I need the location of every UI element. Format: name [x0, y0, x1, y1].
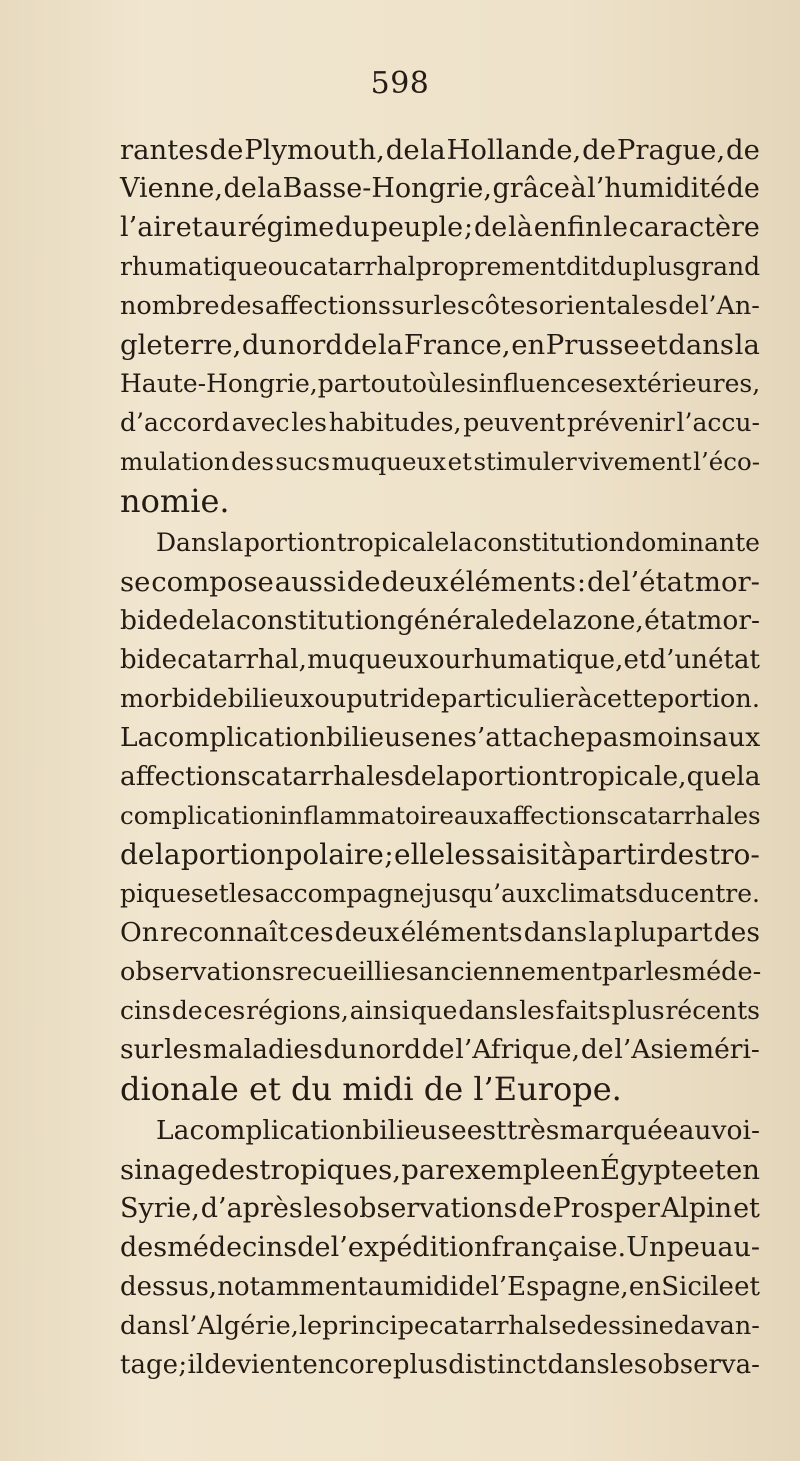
- text-line: Syrie, d’après les observations de Prosper Alpin et: [120, 1193, 760, 1224]
- text-line: gleterre, du nord de la France, en Prusse et dans la: [120, 329, 760, 361]
- text-line: sinage des tropiques, par exemple en Égypte et en: [120, 1154, 760, 1186]
- text-line: rhumatique ou catarrhal proprement dit du plus grand: [120, 252, 761, 281]
- text-line: observations recueillies anciennement par les méde-: [120, 957, 762, 987]
- text-line: complication inflammatoire aux affections catarrhales: [120, 801, 761, 830]
- text-line: affections catarrhales de la portion tropicale, que la: [120, 761, 761, 792]
- text-line: On reconnaît ces deux éléments dans la plupart des: [120, 917, 760, 948]
- text-line: nombre des affections sur les côtes orientales de l’An-: [120, 291, 760, 321]
- text-line: de la portion polaire ; elle les saisit à partir des tro-: [120, 838, 760, 871]
- text-line: bide de la constitution générale de la zone, état mor-: [120, 605, 760, 636]
- text-line: piques et les accompagne jusqu’aux climats du centre.: [120, 879, 760, 908]
- text-line: dionale et du midi de l’Europe.: [120, 1070, 622, 1108]
- text-line: des médecins de l’expédition française. Un peu au-: [120, 1232, 760, 1263]
- text-line: tage ; il devient encore plus distinct dans les observa-: [120, 1350, 760, 1380]
- text-line: rantes de Plymouth, de la Hollande, de Prague, de: [120, 134, 760, 166]
- text-line: se compose aussi de deux éléments : de l’état mor-: [120, 566, 760, 598]
- page-number: 598: [370, 66, 430, 101]
- text-line: bide catarrhal, muqueux ou rhumatique, et d’un état: [120, 645, 760, 675]
- text-line: sur les maladies du nord de l’Afrique, de l’Asie méri-: [120, 1034, 760, 1065]
- text-line: Vienne, de la Basse-Hongrie, grâce à l’humidité de: [120, 173, 760, 204]
- paragraph-first-line: La complication bilieuse est très marquée au voi-: [156, 1115, 760, 1146]
- text-line: nomie.: [120, 482, 230, 520]
- text-line: morbide bilieux ou putride particulier à cette portion.: [120, 684, 760, 714]
- text-line: dans l’Algérie, le principe catarrhal se dessine davan-: [120, 1311, 760, 1341]
- text-line: Haute-Hongrie, partout où les influences extérieures,: [120, 369, 761, 398]
- text-line: dessus, notamment au midi de l’Espagne, en Sicile et: [120, 1272, 760, 1302]
- text-line: cins de ces régions, ainsi que dans les faits plus récents: [120, 996, 760, 1025]
- text-line: La complication bilieuse ne s’attache pas moins aux: [120, 722, 761, 753]
- text-line: l’air et au régime du peuple ; de là enfin le caractère: [120, 212, 760, 243]
- paragraph-first-line: Dans la portion tropicale la constitution dominante: [156, 528, 760, 557]
- text-line: d’accord avec les habitudes, peuvent prévenir l’accu-: [120, 408, 760, 437]
- text-line: mulation des sucs muqueux et stimuler vivement l’éco-: [120, 447, 760, 476]
